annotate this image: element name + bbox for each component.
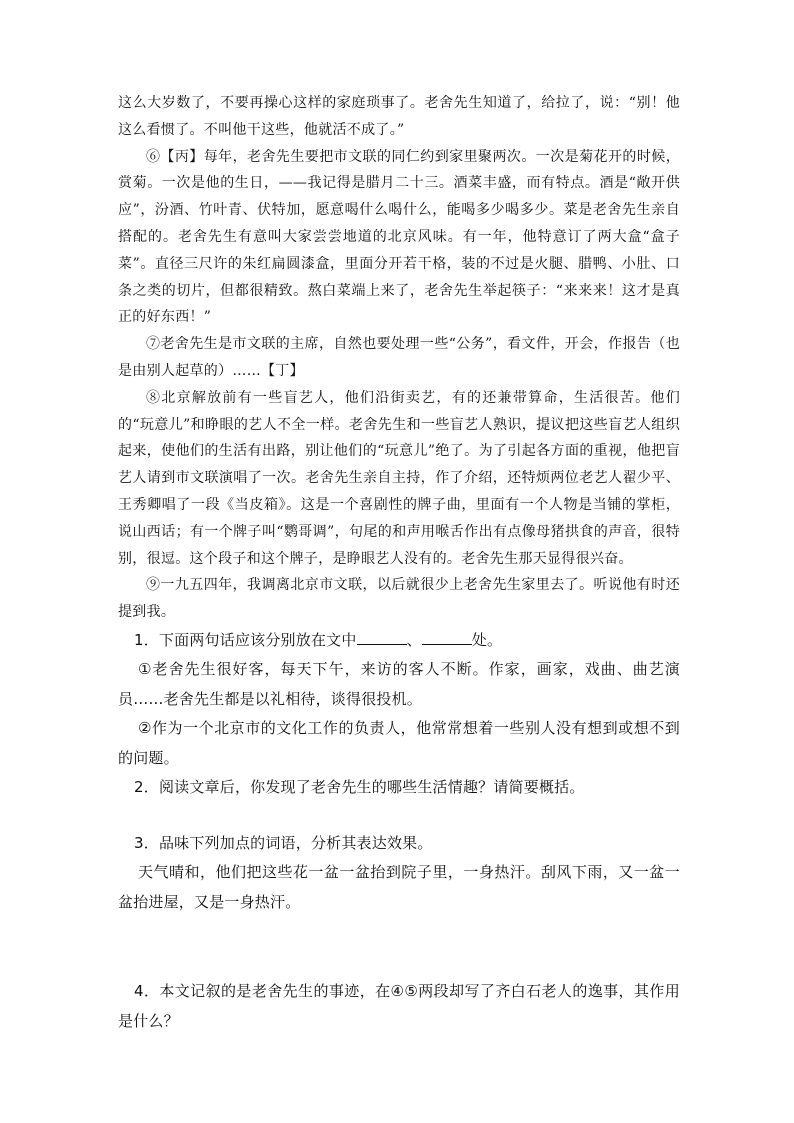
question-3: 3．品味下列加点的词语，分析其表达效果。 bbox=[134, 833, 433, 852]
passage-paragraph-9: ⑨一九五四年，我调离北京市文联，以后就很少上老舍先生家里去了。听说他有时还提到我。 bbox=[118, 577, 680, 621]
question-1-separator: 、 bbox=[406, 630, 422, 649]
question-3-text: 天气晴和，他们把这些花一盆一盆抬到院子里，一身热汗。刮风下雨，又一盆一盆抬进屋，又是一身热汗。 bbox=[118, 863, 680, 911]
answer-space-3 bbox=[118, 917, 680, 977]
passage-paragraph-6: ⑥【丙】每年，老舍先生要把市文联的同仁约到家里聚两次。一次是菊花开的时候，赏菊。一次是他的生日，——我记得是腊月二十三。酒菜丰盛，而有特点。酒是“敞开供应”，汾酒、竹叶青、伏特加，愿意喝什么喝什么，能喝多少喝多少。菜是老舍先生亲自搭配的。老舍先生有意叫大家尝尝地道的北京风味。有一年，他特意订了两大盒“盒子菜”。直径三尺许的朱红扁圆漆盒，里面分开若干格，装的不过是火腿、腊鸭、小肚、口条之类的切片，但都很精致。熬白菜端上来了，老舍先生举起筷子：“来来来！这才是真正的好东西！” bbox=[118, 148, 680, 326]
answer-blank-2[interactable] bbox=[422, 630, 472, 645]
answer-blank-1[interactable] bbox=[357, 630, 407, 645]
document-content bbox=[118, 90, 680, 1036]
answer-space-2 bbox=[118, 803, 680, 829]
question-2: 2．阅读文章后，你发现了老舍先生的哪些生活情趣？请简要概括。 bbox=[134, 778, 585, 797]
question-1-sentence-2: ②作为一个北京市的文化工作的负责人，他常常想着一些别人没有想到或想不到的问题。 bbox=[118, 719, 680, 767]
passage-paragraph-8: ⑧北京解放前有一些盲艺人，他们沿街卖艺，有的还兼带算命，生活很苦。他们的“玩意儿”和睁眼的艺人不全一样。老舍先生和一些盲艺人熟识，提议把这些盲艺人组织起来，使他们的生活有出路，别让他们的“玩意儿”绝了。为了引起各方面的重视，他把盲艺人请到市文联演唱了一次。老舍先生亲自主持，作了介绍，还特烦两位老艺人翟少平、王秀卿唱了一段《当皮箱》。这是一个喜剧性的牌子曲，里面有一个人物是当铺的掌柜，说山西话；有一个牌子叫“鹦哥调”，句尾的和声用喉舌作出有点像母猪拱食的声音，很特别，很逗。这个段子和这个牌子，是睁眼艺人没有的。老舍先生那天显得很兴奋。 bbox=[118, 389, 680, 567]
question-1-sentence-1: ①老舍先生很好客，每天下午，来访的客人不断。作家，画家，戏曲、曲艺演员……老舍先生都是以礼相待，谈得很投机。 bbox=[118, 660, 680, 708]
question-1-prefix: 1．下面两句话应该分别放在文中 bbox=[134, 630, 357, 649]
passage-paragraph-7: ⑦老舍先生是市文联的主席，自然也要处理一些“公务”，看文件，开会，作报告（也是由别人起草的）……【丁】 bbox=[118, 336, 680, 379]
question-1-suffix: 处。 bbox=[471, 630, 503, 649]
question-4: 4．本文记叙的是老舍先生的事迹，在④⑤两段却写了齐白石老人的逸事，其作用是什么？ bbox=[118, 982, 680, 1030]
passage-paragraph-continued: 这么大岁数了，不要再操心这样的家庭琐事了。老舍先生知道了，给拉了，说：“别！他这么看惯了。不叫他干这些，他就活不成了。” bbox=[118, 95, 680, 138]
question-1 bbox=[118, 626, 680, 656]
